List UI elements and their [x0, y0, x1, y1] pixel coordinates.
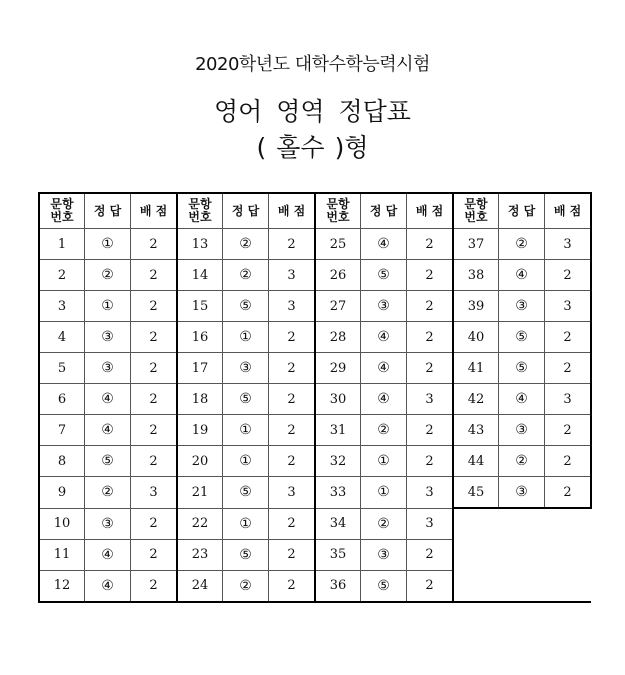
- correct-answer: ①: [223, 508, 269, 539]
- table-row: [39, 322, 591, 353]
- question-number: 3: [39, 291, 85, 322]
- table-row: [39, 353, 591, 384]
- correct-answer: ⑤: [223, 384, 269, 415]
- correct-answer: ④: [85, 570, 131, 602]
- correct-answer: ⑤: [223, 291, 269, 322]
- correct-answer: ①: [85, 291, 131, 322]
- header-question-number: [453, 193, 499, 229]
- correct-answer: ①: [223, 415, 269, 446]
- correct-answer: ③: [223, 353, 269, 384]
- points-value: 3: [545, 291, 592, 322]
- header-answer: 정 답: [361, 193, 407, 229]
- correct-answer: ①: [361, 477, 407, 509]
- header-question-number: [177, 193, 223, 229]
- question-number: 1: [39, 229, 85, 260]
- points-value: 2: [269, 446, 316, 477]
- question-number: 28: [315, 322, 361, 353]
- question-number: 26: [315, 260, 361, 291]
- header-points: 배 점: [545, 193, 592, 229]
- correct-answer: ②: [499, 446, 545, 477]
- correct-answer: ⑤: [223, 539, 269, 570]
- points-value: 2: [269, 322, 316, 353]
- question-number: 4: [39, 322, 85, 353]
- table-row: [39, 539, 591, 570]
- question-number: 38: [453, 260, 499, 291]
- header-question-number: [315, 193, 361, 229]
- points-value: 2: [407, 353, 454, 384]
- empty-cell: [453, 570, 499, 602]
- header-question-number-line1: 문항: [188, 197, 212, 211]
- question-number: 30: [315, 384, 361, 415]
- correct-answer: ①: [223, 322, 269, 353]
- points-value: 3: [407, 508, 454, 539]
- answer-key-title: 영어 영역 정답표: [214, 97, 411, 126]
- points-value: 3: [545, 384, 592, 415]
- points-value: 2: [131, 291, 178, 322]
- empty-cell: [453, 539, 499, 570]
- correct-answer: ②: [361, 415, 407, 446]
- question-number: 35: [315, 539, 361, 570]
- empty-cell: [545, 539, 592, 570]
- points-value: 3: [269, 477, 316, 509]
- table-row: [39, 229, 591, 260]
- correct-answer: ③: [85, 322, 131, 353]
- header-question-number-line2: 번호: [464, 210, 488, 224]
- header-question-number-line1: 문항: [464, 197, 488, 211]
- points-value: 2: [545, 322, 592, 353]
- question-number: 40: [453, 322, 499, 353]
- header-answer: 정 답: [499, 193, 545, 229]
- header-answer: 정 답: [85, 193, 131, 229]
- points-value: 3: [131, 477, 178, 509]
- points-value: 2: [407, 570, 454, 602]
- correct-answer: ③: [85, 508, 131, 539]
- table-row: [39, 508, 591, 539]
- correct-answer: ③: [361, 291, 407, 322]
- empty-cell: [499, 539, 545, 570]
- points-value: 2: [131, 229, 178, 260]
- question-number: 2: [39, 260, 85, 291]
- question-number: 25: [315, 229, 361, 260]
- points-value: 2: [269, 415, 316, 446]
- correct-answer: ②: [223, 260, 269, 291]
- correct-answer: ⑤: [499, 353, 545, 384]
- correct-answer: ③: [361, 539, 407, 570]
- correct-answer: ③: [499, 291, 545, 322]
- points-value: 2: [407, 229, 454, 260]
- header-points: 배 점: [131, 193, 178, 229]
- question-number: 39: [453, 291, 499, 322]
- table-row: [39, 415, 591, 446]
- question-number: 5: [39, 353, 85, 384]
- table-row: [39, 260, 591, 291]
- points-value: 2: [269, 539, 316, 570]
- question-number: 41: [453, 353, 499, 384]
- question-number: 14: [177, 260, 223, 291]
- exam-type-title: [0, 128, 625, 164]
- correct-answer: ③: [499, 415, 545, 446]
- question-number: 22: [177, 508, 223, 539]
- points-value: 3: [407, 477, 454, 509]
- empty-cell: [499, 508, 545, 539]
- exam-title: 2020학년도 대학수학능력시험: [195, 54, 430, 75]
- correct-answer: ⑤: [223, 477, 269, 509]
- question-number: 34: [315, 508, 361, 539]
- points-value: 2: [131, 353, 178, 384]
- question-number: 6: [39, 384, 85, 415]
- question-number: 7: [39, 415, 85, 446]
- points-value: 2: [269, 384, 316, 415]
- header-answer: 정 답: [223, 193, 269, 229]
- header-points: 배 점: [269, 193, 316, 229]
- correct-answer: ④: [499, 384, 545, 415]
- correct-answer: ④: [361, 229, 407, 260]
- question-number: 44: [453, 446, 499, 477]
- question-number: 33: [315, 477, 361, 509]
- points-value: 2: [407, 291, 454, 322]
- correct-answer: ④: [85, 539, 131, 570]
- correct-answer: ④: [361, 353, 407, 384]
- points-value: 2: [131, 508, 178, 539]
- points-value: 2: [407, 539, 454, 570]
- points-value: 2: [269, 229, 316, 260]
- correct-answer: ③: [499, 477, 545, 509]
- question-number: 37: [453, 229, 499, 260]
- correct-answer: ③: [85, 353, 131, 384]
- points-value: 2: [545, 353, 592, 384]
- correct-answer: ②: [85, 477, 131, 509]
- points-value: 3: [269, 291, 316, 322]
- correct-answer: ②: [223, 229, 269, 260]
- question-number: 18: [177, 384, 223, 415]
- correct-answer: ⑤: [361, 260, 407, 291]
- question-number: 27: [315, 291, 361, 322]
- question-number: 42: [453, 384, 499, 415]
- question-number: 23: [177, 539, 223, 570]
- points-value: 3: [269, 260, 316, 291]
- points-value: 2: [269, 353, 316, 384]
- table-row: [39, 291, 591, 322]
- header-question-number-line2: 번호: [326, 210, 350, 224]
- table-row: [39, 384, 591, 415]
- correct-answer: ①: [85, 229, 131, 260]
- correct-answer: ④: [361, 384, 407, 415]
- points-value: 2: [131, 415, 178, 446]
- correct-answer: ⑤: [361, 570, 407, 602]
- points-value: 3: [407, 384, 454, 415]
- points-value: 2: [407, 446, 454, 477]
- question-number: 10: [39, 508, 85, 539]
- question-number: 31: [315, 415, 361, 446]
- correct-answer: ④: [85, 384, 131, 415]
- question-number: 8: [39, 446, 85, 477]
- correct-answer: ④: [85, 415, 131, 446]
- question-number: 21: [177, 477, 223, 509]
- table-row: [39, 570, 591, 602]
- correct-answer: ①: [361, 446, 407, 477]
- type-label: 홀수: [276, 133, 325, 162]
- header-points: 배 점: [407, 193, 454, 229]
- points-value: 2: [407, 322, 454, 353]
- table-row: [39, 477, 591, 509]
- question-number: 9: [39, 477, 85, 509]
- empty-cell: [545, 508, 592, 539]
- correct-answer: ⑤: [85, 446, 131, 477]
- empty-cell: [545, 570, 592, 602]
- points-value: 2: [131, 384, 178, 415]
- type-close-paren: )형: [334, 133, 369, 162]
- type-open-paren: (: [256, 133, 267, 162]
- question-number: 11: [39, 539, 85, 570]
- empty-cell: [453, 508, 499, 539]
- question-number: 36: [315, 570, 361, 602]
- correct-answer: ②: [85, 260, 131, 291]
- question-number: 15: [177, 291, 223, 322]
- header-question-number: [39, 193, 85, 229]
- answer-table: [38, 192, 592, 603]
- question-number: 16: [177, 322, 223, 353]
- question-number: 12: [39, 570, 85, 602]
- points-value: 2: [269, 570, 316, 602]
- question-number: 20: [177, 446, 223, 477]
- points-value: 2: [545, 477, 592, 509]
- question-number: 24: [177, 570, 223, 602]
- correct-answer: ④: [499, 260, 545, 291]
- points-value: 2: [407, 260, 454, 291]
- correct-answer: ②: [499, 229, 545, 260]
- correct-answer: ②: [361, 508, 407, 539]
- header-question-number-line2: 번호: [188, 210, 212, 224]
- header-question-number-line1: 문항: [50, 197, 74, 211]
- points-value: 3: [545, 229, 592, 260]
- correct-answer: ②: [223, 570, 269, 602]
- correct-answer: ④: [361, 322, 407, 353]
- header-question-number-line1: 문항: [326, 197, 350, 211]
- question-number: 45: [453, 477, 499, 509]
- empty-cell: [499, 570, 545, 602]
- table-header-row: [39, 193, 591, 229]
- table-row: [39, 446, 591, 477]
- correct-answer: ①: [223, 446, 269, 477]
- points-value: 2: [131, 539, 178, 570]
- question-number: 13: [177, 229, 223, 260]
- points-value: 2: [545, 415, 592, 446]
- question-number: 32: [315, 446, 361, 477]
- question-number: 19: [177, 415, 223, 446]
- question-number: 43: [453, 415, 499, 446]
- points-value: 2: [269, 508, 316, 539]
- points-value: 2: [131, 260, 178, 291]
- header-question-number-line2: 번호: [50, 210, 74, 224]
- points-value: 2: [545, 446, 592, 477]
- question-number: 17: [177, 353, 223, 384]
- points-value: 2: [131, 446, 178, 477]
- points-value: 2: [131, 570, 178, 602]
- correct-answer: ⑤: [499, 322, 545, 353]
- points-value: 2: [545, 260, 592, 291]
- points-value: 2: [407, 415, 454, 446]
- question-number: 29: [315, 353, 361, 384]
- points-value: 2: [131, 322, 178, 353]
